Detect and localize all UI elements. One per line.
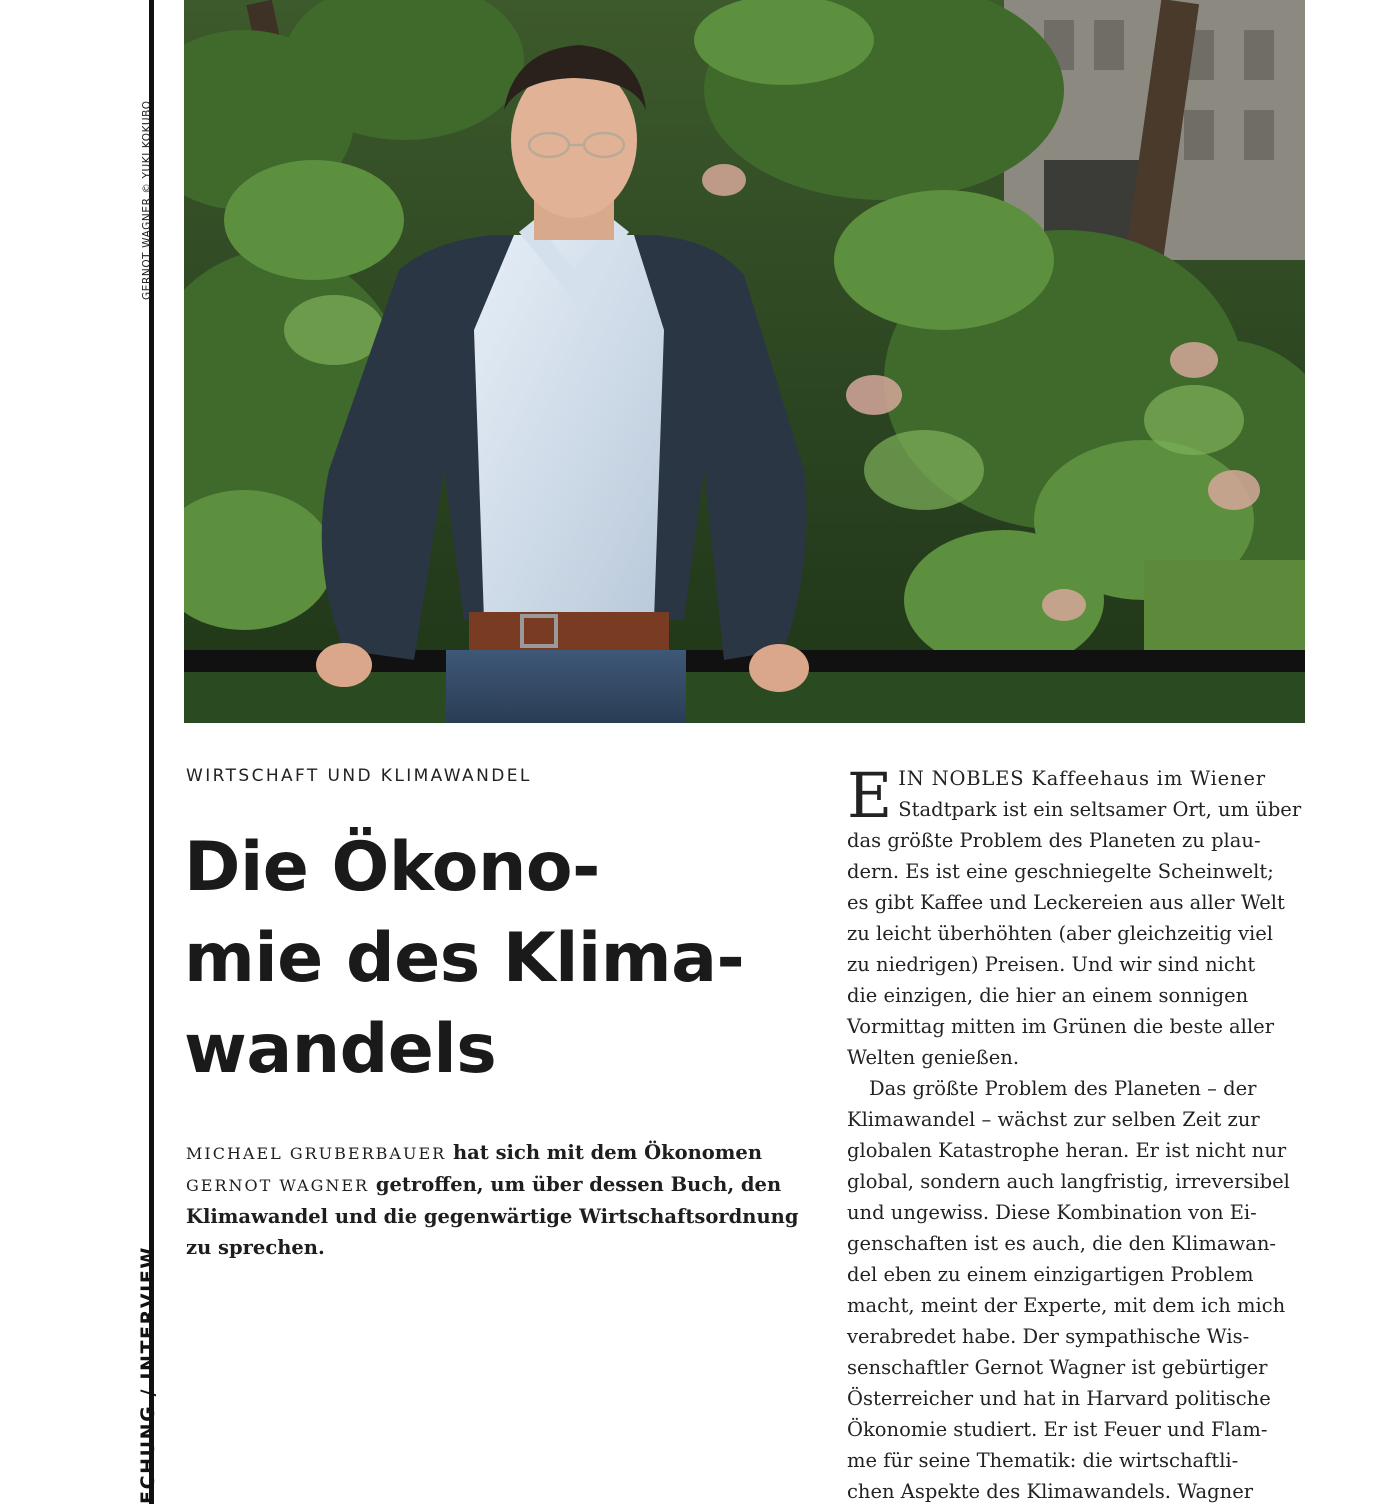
- body-line: zu niedrigen) Preisen. Und wir sind nicht: [847, 953, 1256, 976]
- drop-cap: E: [847, 759, 893, 832]
- lede: [186, 1137, 826, 1263]
- lede-line: Klimawandel und die gegenwärtige Wirtschaftsordnung: [186, 1205, 799, 1228]
- portrait-photo: [184, 0, 1305, 723]
- body-line: Österreicher und hat in Harvard politische: [847, 1387, 1271, 1410]
- body-line: global, sondern auch langfristig, irreversibel: [847, 1170, 1290, 1193]
- headline-line: wandels: [184, 1010, 497, 1089]
- body-line: Ökonomie studiert. Er ist Feuer und Flam-: [847, 1418, 1268, 1441]
- article-body: [847, 759, 1317, 1507]
- headline-line: mie des Klima-: [184, 919, 745, 998]
- body-line: chen Aspekte des Klimawandels. Wagner: [847, 1480, 1254, 1503]
- body-line: senschaftler Gernot Wagner ist gebürtiger: [847, 1356, 1268, 1379]
- headline: [184, 822, 824, 1095]
- headline-line: Die Ökono-: [184, 828, 600, 907]
- body-line: Vormittag mitten im Grünen die beste aller: [847, 1015, 1275, 1038]
- body-line: es gibt Kaffee und Leckereien aus aller Welt: [847, 891, 1285, 914]
- body-line: IN NOBLES Kaffeehaus im Wiener: [898, 767, 1266, 790]
- body-line: del eben zu einem einzigartigen Problem: [847, 1263, 1254, 1286]
- body-line: Das größte Problem des Planeten – der: [869, 1077, 1257, 1100]
- lede-text: hat sich mit dem Ökonomen: [446, 1141, 762, 1164]
- photo-credit: GERNOT WAGNER © YUKI KOKUBO: [141, 100, 153, 300]
- body-line: und ungewiss. Diese Kombination von Ei-: [847, 1201, 1257, 1224]
- lede-line: [186, 1169, 826, 1201]
- body-line: globalen Katastrophe heran. Er ist nicht nur: [847, 1139, 1287, 1162]
- body-line: dern. Es ist eine geschniegelte Scheinwelt;: [847, 860, 1274, 883]
- body-line: die einzigen, die hier an einem sonnigen: [847, 984, 1249, 1007]
- lede-text: getroffen, um über dessen Buch, den: [369, 1173, 782, 1196]
- kicker: WIRTSCHAFT UND KLIMAWANDEL: [186, 766, 532, 786]
- body-line: Welten genießen.: [847, 1046, 1020, 1069]
- section-label: ECHUNG / INTERVIEW: [137, 1246, 159, 1504]
- subject-name: GERNOT WAGNER: [186, 1176, 370, 1195]
- body-line: zu leicht überhöhten (aber gleichzeitig viel: [847, 922, 1274, 945]
- lede-line: zu sprechen.: [186, 1236, 325, 1259]
- body-line: genschaften ist es auch, die den Klimawan-: [847, 1232, 1276, 1255]
- body-line: das größte Problem des Planeten zu plau-: [847, 829, 1261, 852]
- body-line: Klimawandel – wächst zur selben Zeit zur: [847, 1108, 1260, 1131]
- body-line: verabredet habe. Der sympathische Wis-: [847, 1325, 1250, 1348]
- lede-line: [186, 1137, 826, 1169]
- body-line: Stadtpark ist ein seltsamer Ort, um über: [898, 798, 1302, 821]
- author-name: MICHAEL GRUBERBAUER: [186, 1144, 447, 1163]
- body-line: me für seine Thematik: die wirtschaftli-: [847, 1449, 1239, 1472]
- body-line: macht, meint der Experte, mit dem ich mich: [847, 1294, 1286, 1317]
